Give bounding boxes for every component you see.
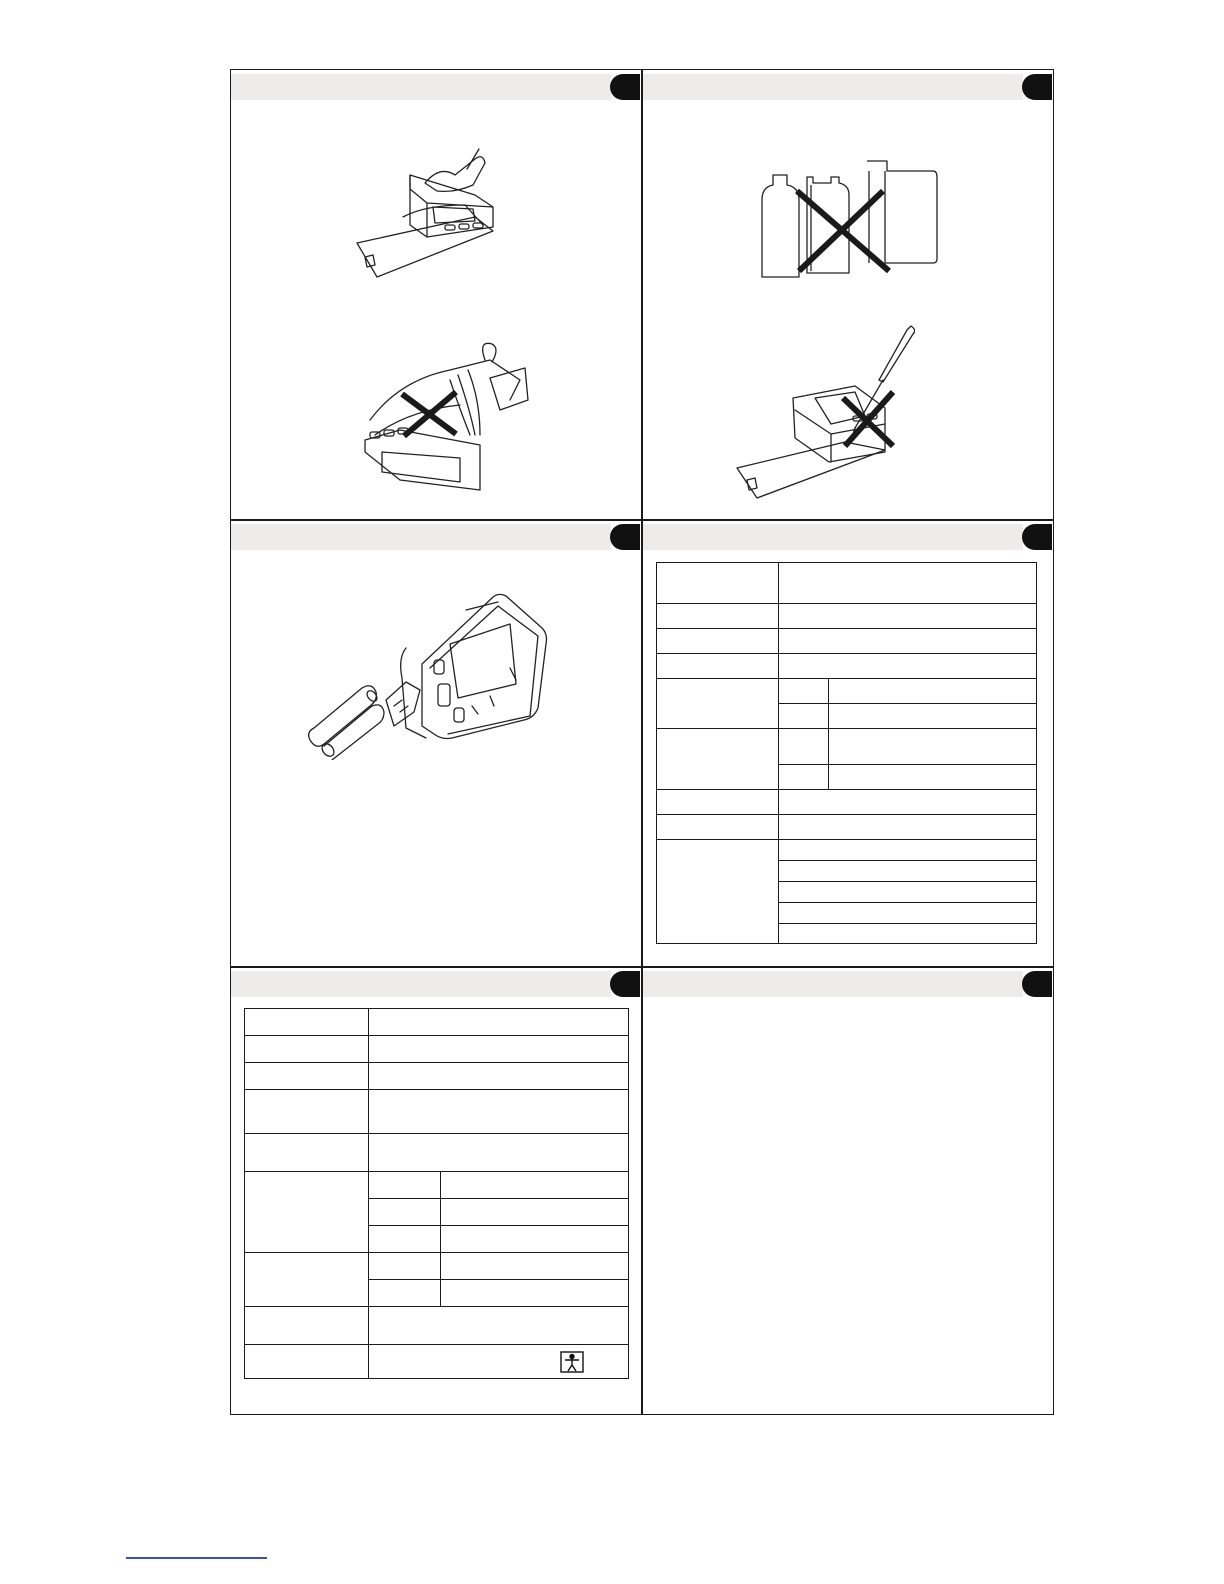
section-header-bar-1 bbox=[231, 74, 611, 100]
table-row bbox=[657, 604, 1037, 629]
specifications-table-1 bbox=[656, 562, 1037, 944]
no-chemicals-illustration bbox=[757, 155, 939, 285]
section-number-badge-2 bbox=[1022, 74, 1052, 100]
table-row bbox=[245, 1345, 629, 1379]
table-row bbox=[657, 840, 1037, 861]
table-row bbox=[657, 679, 1037, 704]
table-row bbox=[657, 563, 1037, 604]
section-number-badge-6 bbox=[1022, 971, 1052, 997]
section-number-badge-3 bbox=[610, 524, 640, 550]
type-bf-applied-part-icon bbox=[560, 1351, 584, 1373]
section-number-badge-1 bbox=[610, 74, 640, 100]
row-divider-2 bbox=[230, 966, 1054, 968]
table-row bbox=[245, 1134, 629, 1172]
table-row bbox=[657, 654, 1037, 679]
table-row bbox=[657, 729, 1037, 765]
section-header-bar-5 bbox=[231, 971, 611, 997]
row-divider-1 bbox=[230, 519, 1054, 521]
section-number-badge-4 bbox=[1022, 524, 1052, 550]
section-header-bar-4 bbox=[643, 524, 1023, 550]
table-row bbox=[245, 1253, 629, 1280]
table-row bbox=[657, 815, 1037, 840]
table-row bbox=[657, 629, 1037, 654]
table-row bbox=[657, 790, 1037, 815]
table-row bbox=[245, 1063, 629, 1090]
table-row bbox=[245, 1307, 629, 1345]
battery-replacement-illustration bbox=[302, 588, 552, 760]
table-row bbox=[245, 1090, 629, 1134]
column-divider bbox=[641, 69, 643, 1415]
table-row bbox=[245, 1009, 629, 1036]
do-not-immerse-illustration bbox=[360, 340, 530, 500]
wipe-device-illustration bbox=[355, 145, 505, 285]
no-sharp-objects-illustration bbox=[735, 320, 915, 500]
specifications-table-2 bbox=[244, 1008, 629, 1379]
table-row bbox=[245, 1036, 629, 1063]
section-header-bar-2 bbox=[643, 74, 1023, 100]
footer-link-underline[interactable] bbox=[126, 1557, 267, 1559]
section-number-badge-5 bbox=[610, 971, 640, 997]
section-header-bar-3 bbox=[231, 524, 611, 550]
table-row bbox=[245, 1172, 629, 1199]
section-header-bar-6 bbox=[643, 971, 1023, 997]
